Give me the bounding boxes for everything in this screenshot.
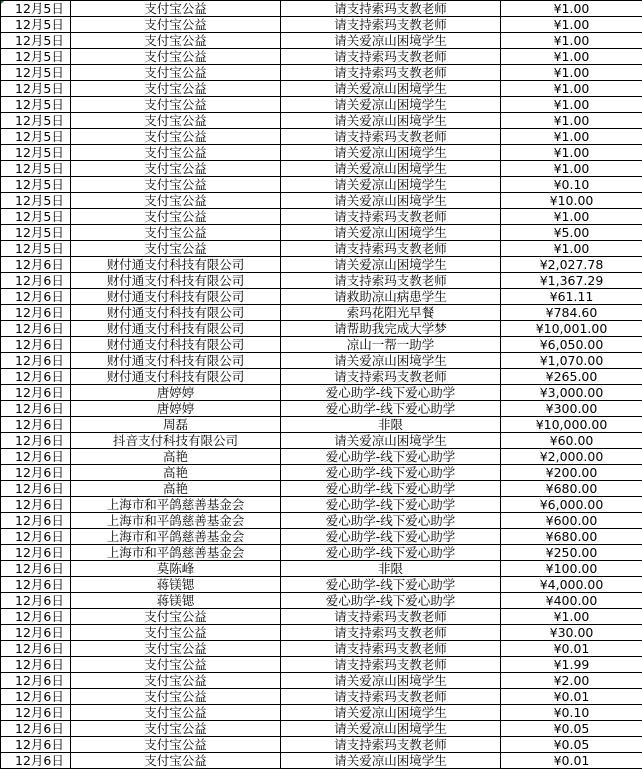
donor-cell[interactable]: 高艳 (71, 481, 281, 497)
table-row (1, 209, 642, 225)
amount-cell[interactable]: ¥0.01 (501, 689, 642, 705)
donor-cell[interactable]: 支付宝公益 (71, 177, 281, 193)
date-cell[interactable]: 12月6日 (1, 433, 71, 449)
date-cell[interactable]: 12月5日 (1, 33, 71, 49)
project-cell[interactable]: 请支持索玛支教老师 (281, 129, 501, 145)
amount-cell[interactable]: ¥1.00 (501, 209, 642, 225)
date-cell[interactable]: 12月5日 (1, 81, 71, 97)
project-cell[interactable]: 请支持索玛支教老师 (281, 737, 501, 753)
table-row (1, 321, 642, 337)
donor-cell[interactable]: 财付通支付科技有限公司 (71, 305, 281, 321)
table-row (1, 449, 642, 465)
amount-cell[interactable]: ¥1.00 (501, 97, 642, 113)
amount-cell[interactable]: ¥1.00 (501, 129, 642, 145)
project-cell[interactable]: 请支持索玛支教老师 (281, 689, 501, 705)
table-row (1, 65, 642, 81)
table-row (1, 241, 642, 257)
project-cell[interactable]: 请支持索玛支教老师 (281, 657, 501, 673)
donor-cell[interactable]: 唐婷婷 (71, 401, 281, 417)
amount-cell[interactable]: ¥30.00 (501, 625, 642, 641)
amount-cell[interactable]: ¥6,050.00 (501, 337, 642, 353)
donor-cell[interactable]: 抖音支付科技有限公司 (71, 433, 281, 449)
donor-cell[interactable]: 周磊 (71, 417, 281, 433)
amount-cell[interactable]: ¥2,027.78 (501, 257, 642, 273)
date-cell[interactable]: 12月6日 (1, 641, 71, 657)
table-row (1, 97, 642, 113)
donor-cell[interactable]: 莫陈峰 (71, 561, 281, 577)
donor-cell[interactable]: 唐婷婷 (71, 385, 281, 401)
donor-cell[interactable]: 支付宝公益 (71, 241, 281, 257)
table-row (1, 529, 642, 545)
date-cell[interactable]: 12月6日 (1, 593, 71, 609)
table-row (1, 177, 642, 193)
project-cell[interactable]: 请关爱凉山困境学生 (281, 81, 501, 97)
donor-cell[interactable]: 支付宝公益 (71, 609, 281, 625)
date-cell[interactable]: 12月6日 (1, 273, 71, 289)
donor-cell[interactable]: 支付宝公益 (71, 33, 281, 49)
amount-cell[interactable]: ¥200.00 (501, 465, 642, 481)
donor-cell[interactable]: 上海市和平鸽慈善基金会 (71, 545, 281, 561)
amount-cell[interactable]: ¥1.00 (501, 81, 642, 97)
date-cell[interactable]: 12月6日 (1, 753, 71, 769)
table-row (1, 81, 642, 97)
donor-cell[interactable]: 支付宝公益 (71, 193, 281, 209)
amount-cell[interactable]: ¥1,070.00 (501, 353, 642, 369)
date-cell[interactable]: 12月6日 (1, 577, 71, 593)
amount-cell[interactable]: ¥2,000.00 (501, 449, 642, 465)
amount-cell[interactable]: ¥3,000.00 (501, 385, 642, 401)
donor-cell[interactable]: 上海市和平鸽慈善基金会 (71, 513, 281, 529)
date-cell[interactable]: 12月5日 (1, 177, 71, 193)
project-cell[interactable]: 请支持索玛支教老师 (281, 209, 501, 225)
date-cell[interactable]: 12月6日 (1, 705, 71, 721)
project-cell[interactable]: 爱心助学-线下爱心助学 (281, 481, 501, 497)
project-cell[interactable]: 请关爱凉山困境学生 (281, 97, 501, 113)
date-cell[interactable]: 12月5日 (1, 65, 71, 81)
table-row (1, 497, 642, 513)
donor-cell[interactable]: 支付宝公益 (71, 129, 281, 145)
project-cell[interactable]: 爱心助学-线下爱心助学 (281, 449, 501, 465)
donor-cell[interactable]: 支付宝公益 (71, 705, 281, 721)
table-row (1, 33, 642, 49)
donor-cell[interactable]: 支付宝公益 (71, 49, 281, 65)
project-cell[interactable]: 爱心助学-线下爱心助学 (281, 401, 501, 417)
project-cell[interactable]: 凉山一帮一助学 (281, 337, 501, 353)
table-row (1, 161, 642, 177)
date-cell[interactable]: 12月6日 (1, 737, 71, 753)
amount-cell[interactable]: ¥300.00 (501, 401, 642, 417)
table-row (1, 641, 642, 657)
amount-cell[interactable]: ¥1.00 (501, 145, 642, 161)
table-row (1, 657, 642, 673)
project-cell[interactable]: 请关爱凉山困境学生 (281, 721, 501, 737)
donation-table-body (1, 1, 642, 769)
amount-cell[interactable]: ¥10.00 (501, 193, 642, 209)
donor-cell[interactable]: 财付通支付科技有限公司 (71, 321, 281, 337)
date-cell[interactable]: 12月6日 (1, 369, 71, 385)
amount-cell[interactable]: ¥6,000.00 (501, 497, 642, 513)
amount-cell[interactable]: ¥10,001.00 (501, 321, 642, 337)
table-row (1, 433, 642, 449)
project-cell[interactable]: 请支持索玛支教老师 (281, 625, 501, 641)
amount-cell[interactable]: ¥1.00 (501, 161, 642, 177)
donor-cell[interactable]: 财付通支付科技有限公司 (71, 353, 281, 369)
donor-cell[interactable]: 蒋镁锶 (71, 593, 281, 609)
table-row (1, 577, 642, 593)
project-cell[interactable]: 请支持索玛支教老师 (281, 609, 501, 625)
table-row (1, 273, 642, 289)
donor-cell[interactable]: 支付宝公益 (71, 657, 281, 673)
project-cell[interactable]: 请关爱凉山困境学生 (281, 225, 501, 241)
donor-cell[interactable]: 财付通支付科技有限公司 (71, 273, 281, 289)
date-cell[interactable]: 12月6日 (1, 497, 71, 513)
amount-cell[interactable]: ¥0.01 (501, 753, 642, 769)
date-cell[interactable]: 12月6日 (1, 289, 71, 305)
table-row (1, 337, 642, 353)
amount-cell[interactable]: ¥265.00 (501, 369, 642, 385)
date-cell[interactable]: 12月5日 (1, 161, 71, 177)
project-cell[interactable]: 爱心助学-线下爱心助学 (281, 593, 501, 609)
date-cell[interactable]: 12月6日 (1, 545, 71, 561)
amount-cell[interactable]: ¥61.11 (501, 289, 642, 305)
date-cell[interactable]: 12月6日 (1, 721, 71, 737)
donor-cell[interactable]: 支付宝公益 (71, 1, 281, 17)
amount-cell[interactable]: ¥1.00 (501, 609, 642, 625)
table-row (1, 513, 642, 529)
date-cell[interactable]: 12月5日 (1, 241, 71, 257)
date-cell[interactable]: 12月6日 (1, 417, 71, 433)
donor-cell[interactable]: 支付宝公益 (71, 81, 281, 97)
project-cell[interactable]: 请关爱凉山困境学生 (281, 433, 501, 449)
table-row (1, 305, 642, 321)
project-cell[interactable]: 爱心助学-线下爱心助学 (281, 385, 501, 401)
table-row (1, 593, 642, 609)
amount-cell[interactable]: ¥784.60 (501, 305, 642, 321)
donor-cell[interactable]: 支付宝公益 (71, 753, 281, 769)
table-row (1, 193, 642, 209)
project-cell[interactable]: 请救助凉山病患学生 (281, 289, 501, 305)
project-cell[interactable]: 请关爱凉山困境学生 (281, 193, 501, 209)
date-cell[interactable]: 12月5日 (1, 145, 71, 161)
table-row (1, 257, 642, 273)
table-row (1, 49, 642, 65)
amount-cell[interactable]: ¥400.00 (501, 593, 642, 609)
amount-cell[interactable]: ¥1.00 (501, 1, 642, 17)
date-cell[interactable]: 12月6日 (1, 625, 71, 641)
date-cell[interactable]: 12月6日 (1, 481, 71, 497)
table-row (1, 545, 642, 561)
date-cell[interactable]: 12月6日 (1, 513, 71, 529)
donor-cell[interactable]: 支付宝公益 (71, 97, 281, 113)
donor-cell[interactable]: 支付宝公益 (71, 161, 281, 177)
project-cell[interactable]: 索玛花阳光早餐 (281, 305, 501, 321)
amount-cell[interactable]: ¥1.99 (501, 657, 642, 673)
project-cell[interactable]: 请支持索玛支教老师 (281, 241, 501, 257)
amount-cell[interactable]: ¥1,367.29 (501, 273, 642, 289)
date-cell[interactable]: 12月6日 (1, 689, 71, 705)
date-cell[interactable]: 12月5日 (1, 17, 71, 33)
project-cell[interactable]: 请关爱凉山困境学生 (281, 673, 501, 689)
donor-cell[interactable]: 支付宝公益 (71, 641, 281, 657)
amount-cell[interactable]: ¥100.00 (501, 561, 642, 577)
project-cell[interactable]: 爱心助学-线下爱心助学 (281, 577, 501, 593)
donor-cell[interactable]: 财付通支付科技有限公司 (71, 369, 281, 385)
date-cell[interactable]: 12月5日 (1, 113, 71, 129)
table-row (1, 129, 642, 145)
amount-cell[interactable]: ¥0.05 (501, 737, 642, 753)
amount-cell[interactable]: ¥1.00 (501, 241, 642, 257)
table-row (1, 385, 642, 401)
project-cell[interactable]: 请支持索玛支教老师 (281, 65, 501, 81)
project-cell[interactable]: 请支持索玛支教老师 (281, 49, 501, 65)
table-row (1, 705, 642, 721)
table-row (1, 481, 642, 497)
date-cell[interactable]: 12月6日 (1, 257, 71, 273)
donor-cell[interactable]: 财付通支付科技有限公司 (71, 289, 281, 305)
table-row (1, 561, 642, 577)
project-cell[interactable]: 请支持索玛支教老师 (281, 17, 501, 33)
project-cell[interactable]: 请关爱凉山困境学生 (281, 353, 501, 369)
project-cell[interactable]: 请关爱凉山困境学生 (281, 161, 501, 177)
amount-cell[interactable]: ¥5.00 (501, 225, 642, 241)
project-cell[interactable]: 请关爱凉山困境学生 (281, 33, 501, 49)
donor-cell[interactable]: 支付宝公益 (71, 689, 281, 705)
date-cell[interactable]: 12月6日 (1, 337, 71, 353)
amount-cell[interactable]: ¥1.00 (501, 17, 642, 33)
date-cell[interactable]: 12月5日 (1, 209, 71, 225)
date-cell[interactable]: 12月5日 (1, 193, 71, 209)
date-cell[interactable]: 12月6日 (1, 529, 71, 545)
date-cell[interactable]: 12月6日 (1, 321, 71, 337)
project-cell[interactable]: 爱心助学-线下爱心助学 (281, 465, 501, 481)
donor-cell[interactable]: 财付通支付科技有限公司 (71, 337, 281, 353)
table-row (1, 17, 642, 33)
amount-cell[interactable]: ¥0.10 (501, 705, 642, 721)
table-row (1, 1, 642, 17)
date-cell[interactable]: 12月5日 (1, 225, 71, 241)
project-cell[interactable]: 请关爱凉山困境学生 (281, 145, 501, 161)
table-row (1, 113, 642, 129)
amount-cell[interactable]: ¥60.00 (501, 433, 642, 449)
date-cell[interactable]: 12月6日 (1, 673, 71, 689)
date-cell[interactable]: 12月6日 (1, 305, 71, 321)
table-row (1, 225, 642, 241)
table-row (1, 721, 642, 737)
project-cell[interactable]: 请关爱凉山困境学生 (281, 257, 501, 273)
donor-cell[interactable]: 支付宝公益 (71, 113, 281, 129)
amount-cell[interactable]: ¥680.00 (501, 529, 642, 545)
project-cell[interactable]: 请关爱凉山困境学生 (281, 113, 501, 129)
donor-cell[interactable]: 蒋镁锶 (71, 577, 281, 593)
date-cell[interactable]: 12月6日 (1, 449, 71, 465)
donor-cell[interactable]: 支付宝公益 (71, 65, 281, 81)
table-row (1, 417, 642, 433)
donor-cell[interactable]: 支付宝公益 (71, 145, 281, 161)
project-cell[interactable]: 爱心助学-线下爱心助学 (281, 513, 501, 529)
donor-cell[interactable]: 上海市和平鸽慈善基金会 (71, 529, 281, 545)
amount-cell[interactable]: ¥4,000.00 (501, 577, 642, 593)
project-cell[interactable]: 非限 (281, 417, 501, 433)
date-cell[interactable]: 12月5日 (1, 1, 71, 17)
amount-cell[interactable]: ¥250.00 (501, 545, 642, 561)
table-row (1, 465, 642, 481)
table-row (1, 369, 642, 385)
project-cell[interactable]: 爱心助学-线下爱心助学 (281, 545, 501, 561)
project-cell[interactable]: 请支持索玛支教老师 (281, 369, 501, 385)
date-cell[interactable]: 12月6日 (1, 353, 71, 369)
donor-cell[interactable]: 高艳 (71, 465, 281, 481)
table-row (1, 609, 642, 625)
donor-cell[interactable]: 支付宝公益 (71, 721, 281, 737)
donor-cell[interactable]: 支付宝公益 (71, 737, 281, 753)
donor-cell[interactable]: 上海市和平鸽慈善基金会 (71, 497, 281, 513)
donor-cell[interactable]: 支付宝公益 (71, 673, 281, 689)
amount-cell[interactable]: ¥10,000.00 (501, 417, 642, 433)
project-cell[interactable]: 非限 (281, 561, 501, 577)
table-row (1, 289, 642, 305)
table-row (1, 625, 642, 641)
project-cell[interactable]: 请支持索玛支教老师 (281, 1, 501, 17)
date-cell[interactable]: 12月6日 (1, 657, 71, 673)
amount-cell[interactable]: ¥1.00 (501, 65, 642, 81)
date-cell[interactable]: 12月5日 (1, 129, 71, 145)
donor-cell[interactable]: 财付通支付科技有限公司 (71, 257, 281, 273)
table-row (1, 401, 642, 417)
table-row (1, 145, 642, 161)
amount-cell[interactable]: ¥0.01 (501, 641, 642, 657)
project-cell[interactable]: 请关爱凉山困境学生 (281, 753, 501, 769)
donor-cell[interactable]: 支付宝公益 (71, 625, 281, 641)
table-row (1, 753, 642, 769)
donor-cell[interactable]: 支付宝公益 (71, 209, 281, 225)
project-cell[interactable]: 请关爱凉山困境学生 (281, 177, 501, 193)
table-row (1, 353, 642, 369)
date-cell[interactable]: 12月6日 (1, 609, 71, 625)
amount-cell[interactable]: ¥600.00 (501, 513, 642, 529)
amount-cell[interactable]: ¥680.00 (501, 481, 642, 497)
project-cell[interactable]: 请支持索玛支教老师 (281, 641, 501, 657)
amount-cell[interactable]: ¥1.00 (501, 33, 642, 49)
date-cell[interactable]: 12月5日 (1, 49, 71, 65)
date-cell[interactable]: 12月6日 (1, 401, 71, 417)
amount-cell[interactable]: ¥1.00 (501, 113, 642, 129)
date-cell[interactable]: 12月6日 (1, 465, 71, 481)
project-cell[interactable]: 爱心助学-线下爱心助学 (281, 529, 501, 545)
project-cell[interactable]: 请支持索玛支教老师 (281, 273, 501, 289)
table-row (1, 689, 642, 705)
date-cell[interactable]: 12月6日 (1, 561, 71, 577)
donor-cell[interactable]: 支付宝公益 (71, 17, 281, 33)
table-row (1, 673, 642, 689)
amount-cell[interactable]: ¥0.10 (501, 177, 642, 193)
amount-cell[interactable]: ¥0.05 (501, 721, 642, 737)
project-cell[interactable]: 请关爱凉山困境学生 (281, 705, 501, 721)
donor-cell[interactable]: 支付宝公益 (71, 225, 281, 241)
amount-cell[interactable]: ¥2.00 (501, 673, 642, 689)
donor-cell[interactable]: 高艳 (71, 449, 281, 465)
project-cell[interactable]: 爱心助学-线下爱心助学 (281, 497, 501, 513)
amount-cell[interactable]: ¥1.00 (501, 49, 642, 65)
date-cell[interactable]: 12月5日 (1, 97, 71, 113)
date-cell[interactable]: 12月6日 (1, 385, 71, 401)
table-row (1, 737, 642, 753)
project-cell[interactable]: 请帮助我完成大学梦 (281, 321, 501, 337)
